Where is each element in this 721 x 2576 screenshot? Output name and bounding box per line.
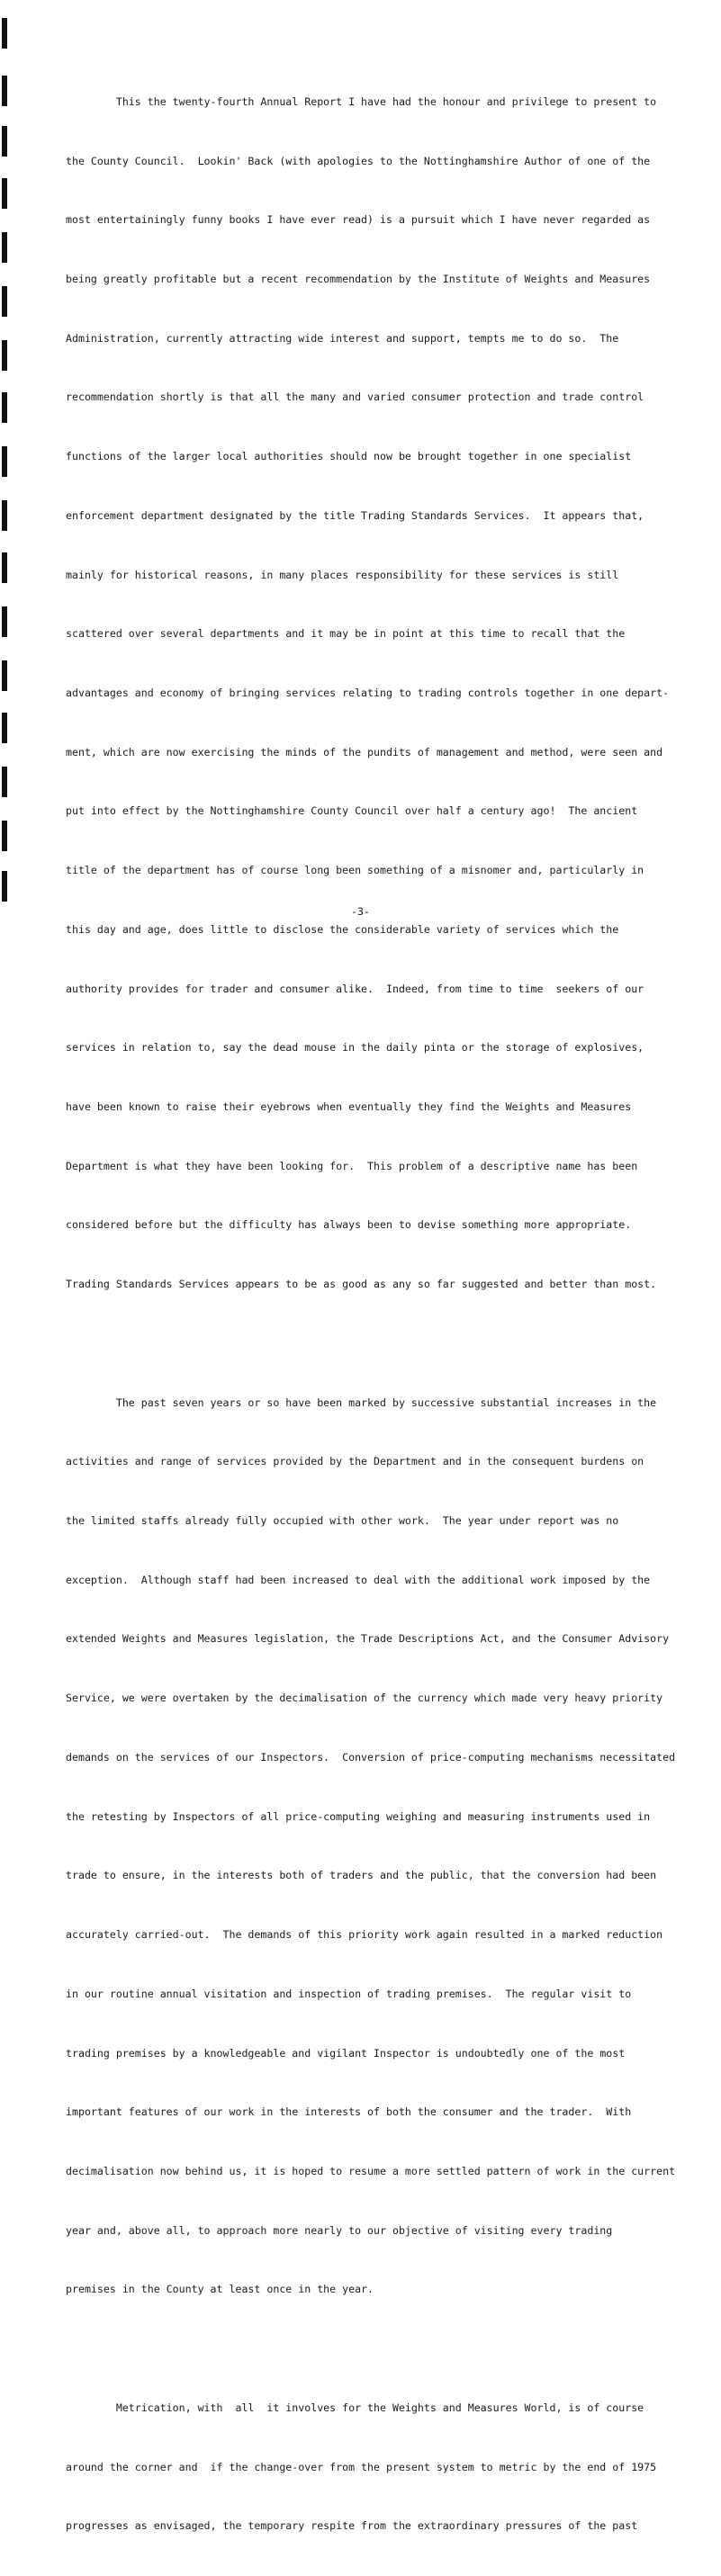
text-line: progresses as envisaged, the temporary respite from the extraordinary pressures of the past [66,2519,638,2533]
binding-mark [2,767,7,797]
text-line: Administration, currently attracting wide interest and support, tempts me to do so. The [66,331,619,345]
binding-mark [2,286,7,317]
text-line: exception. Although staff had been increased to deal with the additional work imposed by the [66,1573,651,1586]
text-line: decimalisation now behind us, it is hoped to resume a more settled pattern of work in the current [66,2164,676,2177]
binding-mark [2,126,7,157]
binding-mark [2,552,7,583]
text-line: title of the department has of course long been something of a misnomer and, particularly in [66,864,644,877]
text-line: ment, which are now exercising the minds of the pundits of management and method, were seen and [66,745,663,758]
binding-mark [2,871,7,902]
binding-mark [2,606,7,637]
text-line: This the twenty-fourth Annual Report I have had the honour and privilege to present to [66,94,657,108]
text-line: trade to ensure, in the interests both of traders and the public, that the conversion had been [66,1869,657,1882]
paragraph-trading-standards [66,53,696,1334]
binding-mark [2,76,7,106]
text-line: considered before but the difficulty has always been to devise something more appropriate. [66,1218,632,1232]
text-line: important features of our work in the interests of both the consumer and the trader. With [66,2105,632,2119]
text-line: premises in the County at least once in the year. [66,2283,374,2296]
text-line: Trading Standards Services appears to be as good as any so far suggested and better than most. [66,1278,657,1291]
text-line: mainly for historical reasons, in many places responsibility for these services is still [66,568,619,581]
text-line: year and, above all, to approach more nearly to our objective of visiting every trading [66,2223,613,2237]
text-line: activities and range of services provided by the Department and in the consequent burdens on [66,1455,644,1468]
text-line: Service, we were overtaken by the decimalisation of the currency which made very heavy priority [66,1692,663,1705]
report-body [66,53,696,2576]
text-line: in our routine annual visitation and inspection of trading premises. The regular visit to [66,1987,632,2000]
binding-mark [2,821,7,851]
page-number: -3- [351,905,370,918]
text-line: functions of the larger local authorities should now be brought together in one specialist [66,450,632,463]
binding-mark [2,713,7,743]
binding-mark [2,392,7,423]
text-line: the County Council. Lookin' Back (with apologies to the Nottinghamshire Author of one of the [66,154,651,167]
binding-mark [2,660,7,691]
text-line: Metrication, with all it involves for the Weights and Measures World, is of course [66,2401,644,2414]
text-line: this day and age, does little to disclose the considerable variety of services which the [66,922,619,936]
text-line: advantages and economy of bringing services relating to trading controls together in one depart- [66,687,670,699]
text-line: recommendation shortly is that all the many and varied consumer protection and trade control [66,390,644,404]
text-line: accurately carried-out. The demands of this priority work again resulted in a marked reduction [66,1928,663,1942]
binding-mark [2,232,7,263]
text-line: enforcement department designated by the title Trading Standards Services. It appears that, [66,508,644,522]
text-line: Department is what they have been looking for. This problem of a descriptive name has been [66,1159,638,1172]
text-line: extended Weights and Measures legislation, the Trade Descriptions Act, and the Consumer Advisory [66,1632,670,1646]
text-line: services in relation to, say the dead mouse in the daily pinta or the storage of explosives, [66,1041,644,1055]
paragraph-metrication [66,2359,696,2576]
paragraph-decimalisation [66,1354,696,2339]
text-line: demands on the services of our Inspectors. Conversion of price-computing mechanisms necessitated [66,1750,676,1764]
text-line: authority provides for trader and consumer alike. Indeed, from time to time seekers of our [66,982,644,995]
binding-marks [0,0,11,936]
text-line: being greatly profitable but a recent recommendation by the Institute of Weights and Measures [66,272,651,285]
text-line: The past seven years or so have been marked by successive substantial increases in the [66,1396,657,1409]
text-line: have been known to raise their eyebrows when eventually they find the Weights and Measures [66,1100,632,1114]
binding-mark [2,500,7,531]
text-line: most entertainingly funny books I have ever read) is a pursuit which I have never regarded as [66,213,651,227]
text-line: the retesting by Inspectors of all price-computing weighing and measuring instruments used in [66,1809,651,1823]
text-line: the limited staffs already fully occupied with other work. The year under report was no [66,1514,619,1528]
binding-mark [2,178,7,209]
binding-mark [2,340,7,371]
text-line: scattered over several departments and it may be in point at this time to recall that the [66,627,626,641]
text-line: trading premises by a knowledgeable and vigilant Inspector is undoubtedly one of the most [66,2046,626,2060]
binding-mark [2,18,7,49]
text-line: around the corner and if the change-over from the present system to metric by the end of 1975 [66,2460,657,2473]
binding-mark [2,446,7,477]
text-line: put into effect by the Nottinghamshire County Council over half a century ago! The ancient [66,804,638,818]
